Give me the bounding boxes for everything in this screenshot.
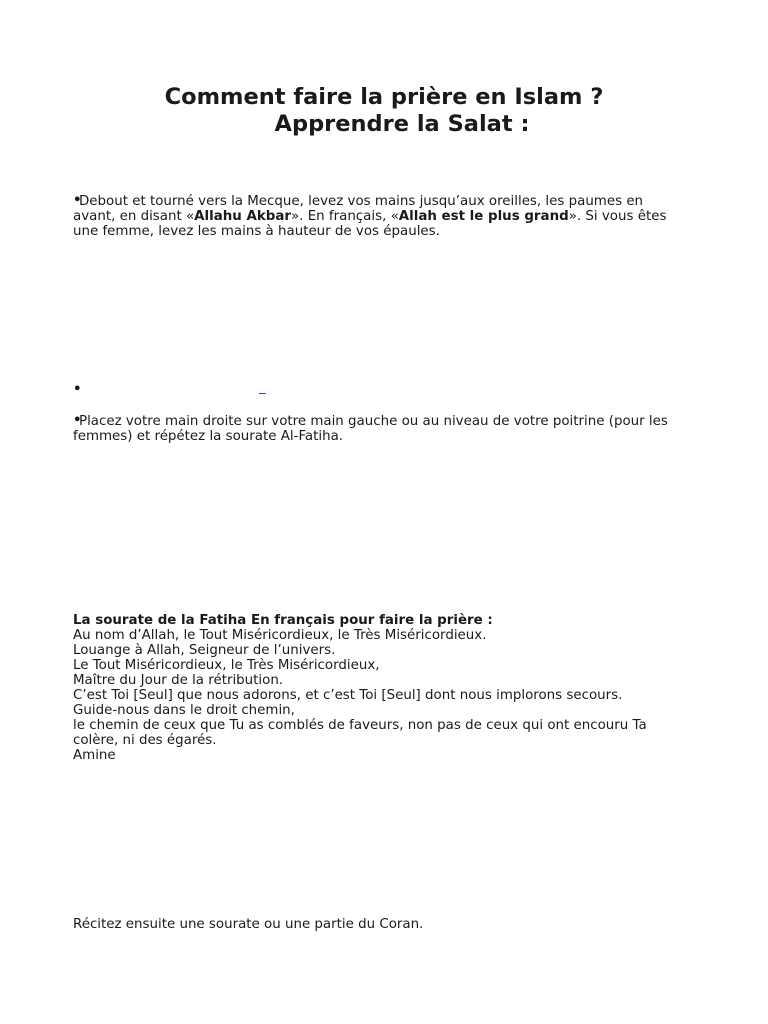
step-3-text: Placez votre main droite sur votre main gauche ou au niveau de votre poitrine (pour les femmes) et répétez la sourate Al-Fatiha. — [73, 414, 668, 444]
fatiha-amine: Amine — [73, 748, 116, 763]
final-instruction: Récitez ensuite une sourate ou une partie du Coran. — [73, 917, 424, 932]
step-1-bold-translation: Allah est le plus grand — [398, 209, 569, 224]
empty-link[interactable] — [259, 381, 266, 394]
fatiha-section — [73, 613, 683, 763]
bullet-icon: • — [73, 193, 82, 208]
step-1-bold-allahu-akbar: Allahu Akbar — [194, 209, 291, 224]
step-1-text-c: ». Si vous êtes une femme, levez les mains à hauteur de vos épaules. — [73, 209, 667, 239]
fatiha-verse: le chemin de ceux que Tu as comblés de faveurs, non pas de ceux qui ont encouru Ta colère, ni des égarés. — [73, 718, 647, 748]
page-title — [0, 84, 768, 138]
bullet-icon: • — [73, 413, 82, 428]
fatiha-verse: C’est Toi [Seul] que nous adorons, et c’est Toi [Seul] dont nous implorons secours. — [73, 688, 623, 703]
fatiha-verse: Maître du Jour de la rétribution. — [73, 673, 284, 688]
fatiha-heading: La sourate de la Fatiha En français pour faire la prière : — [73, 613, 493, 628]
step-3-paragraph — [73, 414, 683, 444]
fatiha-verse: Guide-nous dans le droit chemin, — [73, 703, 295, 718]
page-title-line-2: Apprendre la Salat : — [274, 111, 530, 137]
fatiha-verse: Le Tout Miséricordieux, le Très Miséricordieux, — [73, 658, 380, 673]
fatiha-verse: Louange à Allah, Seigneur de l’univers. — [73, 643, 336, 658]
page-title-line-1: Comment faire la prière en Islam ? — [164, 84, 604, 110]
step-1-paragraph — [73, 194, 683, 239]
fatiha-verse: Au nom d’Allah, le Tout Miséricordieux, le Très Miséricordieux. — [73, 628, 487, 643]
step-1-text-a: Debout et tourné vers la Mecque, levez vos mains jusqu’aux oreilles, les paumes en avant, en disant « — [73, 194, 644, 224]
step-1-text-b: ». En français, « — [290, 209, 399, 224]
step-2-paragraph — [73, 381, 683, 398]
bullet-icon: • — [73, 382, 82, 397]
